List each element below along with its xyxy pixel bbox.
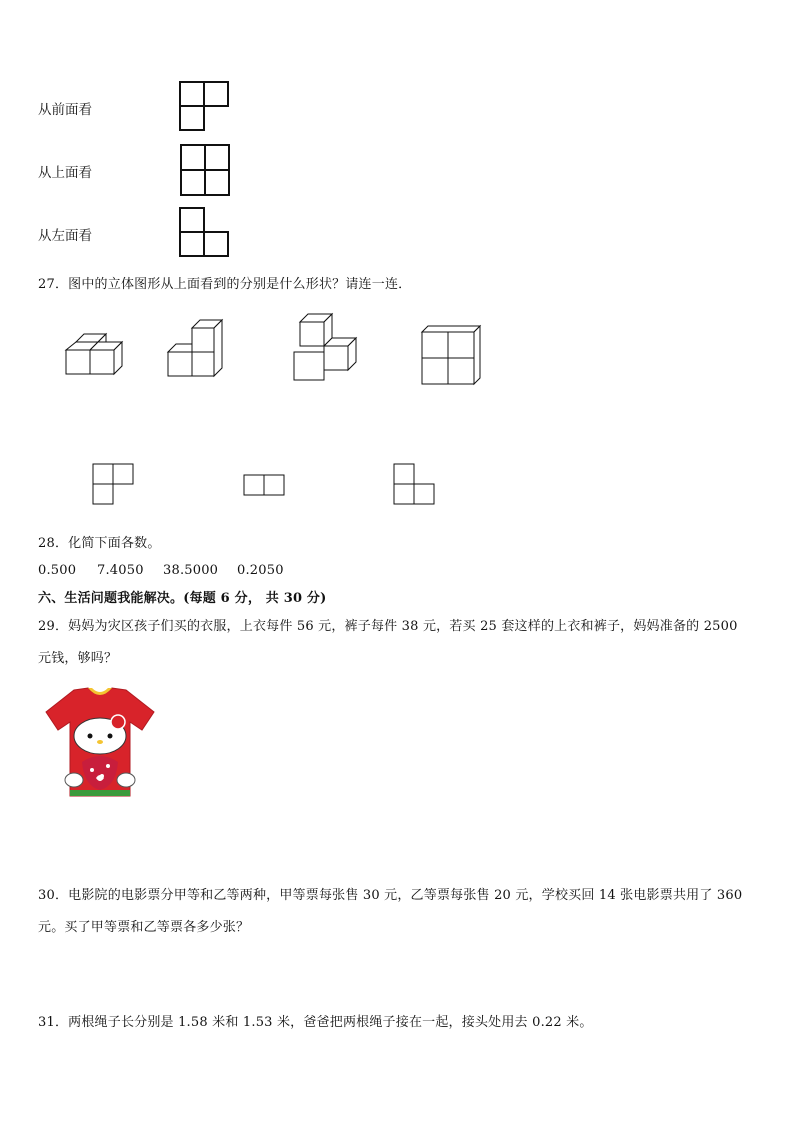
solid-figure-4 [420, 324, 484, 388]
match-shape-2 [243, 474, 289, 498]
front-view-figure [178, 80, 230, 134]
match-shape-1 [92, 463, 138, 509]
solid-figure-1 [64, 332, 128, 378]
number-2: 7.4050 [97, 563, 144, 578]
section-6-title: 六、生活问题我能解决。(每题 6 分， 共 30 分) [38, 591, 327, 606]
view-label-left: 从左面看 [38, 228, 92, 244]
left-view-figure [178, 206, 230, 260]
number-1: 0.500 [38, 563, 77, 578]
question-29-line1: 29．妈妈为灾区孩子们买的衣服，上衣每件 56 元，裤子每件 38 元，若买 25 套这样的上衣和裤子，妈妈准备的 2500 [38, 619, 738, 634]
solid-figure-2 [166, 318, 228, 380]
view-label-top: 从上面看 [38, 165, 92, 181]
question-28: 28．化简下面各数。 [38, 536, 161, 551]
question-30-line2: 元。买了甲等票和乙等票各多少张？ [38, 920, 250, 935]
question-30-line1: 30．电影院的电影票分甲等和乙等两种，甲等票每张售 30 元，乙等票每张售 20 元，学校买回 14 张电影票共用了 360 [38, 888, 743, 903]
solid-figure-3 [292, 312, 362, 382]
view-label-front: 从前面看 [38, 102, 92, 118]
question-27: 27．图中的立体图形从上面看到的分别是什么形状？请连一连． [38, 277, 412, 292]
match-shape-3 [393, 463, 439, 509]
question-31: 31．两根绳子长分别是 1.58 米和 1.53 米，爸爸把两根绳子接在一起，接头处用去 0.22 米。 [38, 1015, 593, 1030]
number-3: 38.5000 [163, 563, 219, 578]
top-view-figure [179, 143, 231, 197]
tshirt-image [42, 686, 158, 798]
question-29-line2: 元钱，够吗？ [38, 651, 118, 666]
number-4: 0.2050 [237, 563, 284, 578]
